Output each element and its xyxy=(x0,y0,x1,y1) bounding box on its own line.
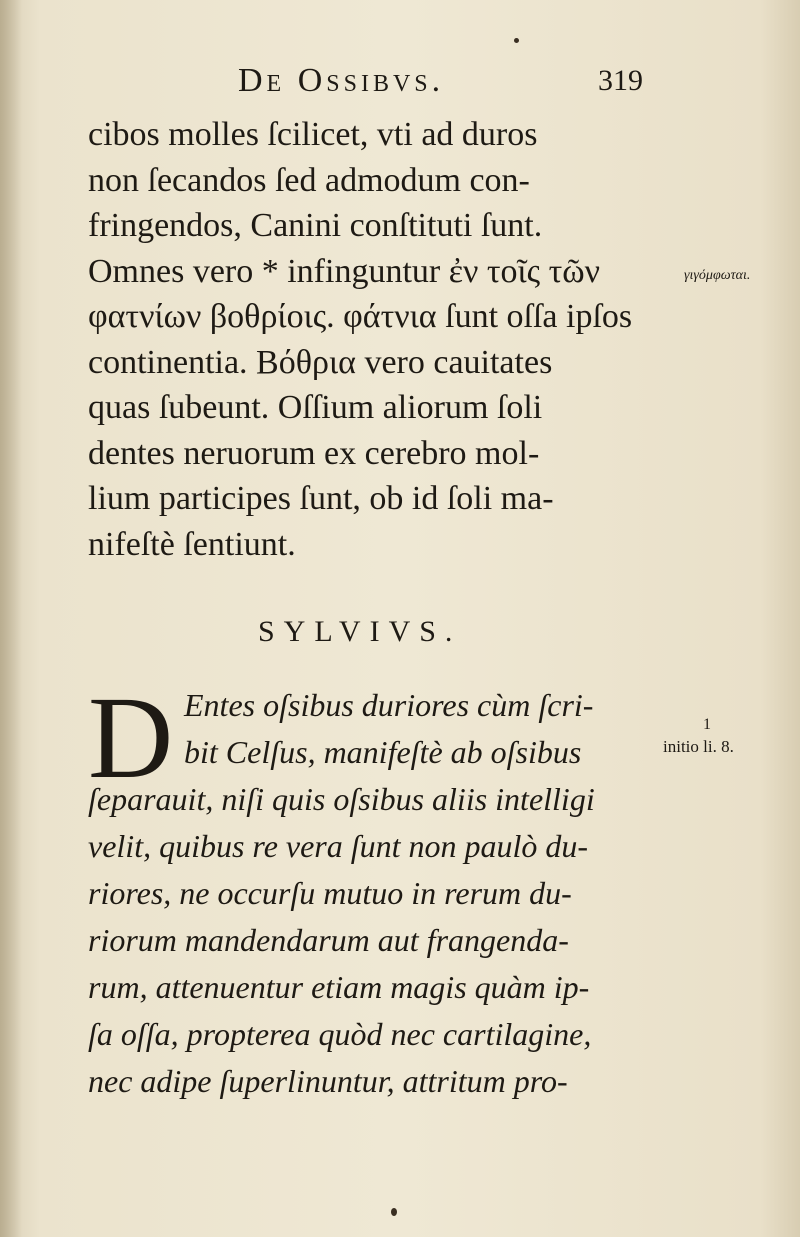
text-line: velit, quibus re vera ſunt non paulò du- xyxy=(88,828,589,864)
running-head xyxy=(0,62,800,112)
running-head-title: De Ossibvs. xyxy=(238,62,445,99)
text-line: riores, ne occurſu mutuo in rerum du- xyxy=(88,875,572,911)
ink-speck xyxy=(514,38,519,43)
text-line: dentes neruorum ex cerebro mol- xyxy=(88,434,540,472)
text-line: Entes oſsibus duriores cùm ſcri- xyxy=(184,687,594,723)
text-line: bit Celſus, manifeſtè ab oſsibus xyxy=(184,734,582,770)
text-line: ſa oſſa, propterea quòd nec cartilagine, xyxy=(88,1016,592,1052)
margin-note-text: initio li. 8. xyxy=(663,737,734,756)
text-line: φατνίων βοθρίοις. φάτνια ſunt oſſa ipſos xyxy=(88,298,633,335)
gutter-shadow xyxy=(0,0,22,1237)
text-line: continentia. Βόθρια vero cauitates xyxy=(88,343,553,381)
section-heading: SYLVIVS. xyxy=(258,615,462,648)
italic-text-block xyxy=(88,672,658,1105)
text-line: cibos molles ſcilicet, vti ad duros xyxy=(88,116,538,153)
text-line: nec adipe ſuperlinuntur, attritum pro- xyxy=(88,1063,568,1099)
drop-cap: D xyxy=(88,672,174,803)
text-line: nifeſtè ſentiunt. xyxy=(88,525,296,563)
roman-text-block xyxy=(88,112,658,567)
text-line: riorum mandendarum aut frangenda- xyxy=(88,922,569,958)
text-line: lium participes ſunt, ob id ſoli ma- xyxy=(88,480,554,517)
margin-gloss-greek: γιγόμφωται. xyxy=(684,268,751,283)
ink-speck xyxy=(391,1208,397,1216)
text-line: quas ſubeunt. Oſſium aliorum ſoli xyxy=(88,389,543,426)
margin-note-number: 1 xyxy=(703,716,711,733)
text-line: non ſecandos ſed admodum con- xyxy=(88,161,530,199)
text-line: Omnes vero * infinguntur ἐν τοῖς τῶν xyxy=(88,252,601,290)
text-line: ſeparauit, niſi quis oſsibus aliis intelligi xyxy=(88,781,595,817)
page-number: 319 xyxy=(598,64,643,97)
text-line: fringendos, Canini conſtituti ſunt. xyxy=(88,207,543,244)
text-line: rum, attenuentur etiam magis quàm ip- xyxy=(88,969,590,1005)
